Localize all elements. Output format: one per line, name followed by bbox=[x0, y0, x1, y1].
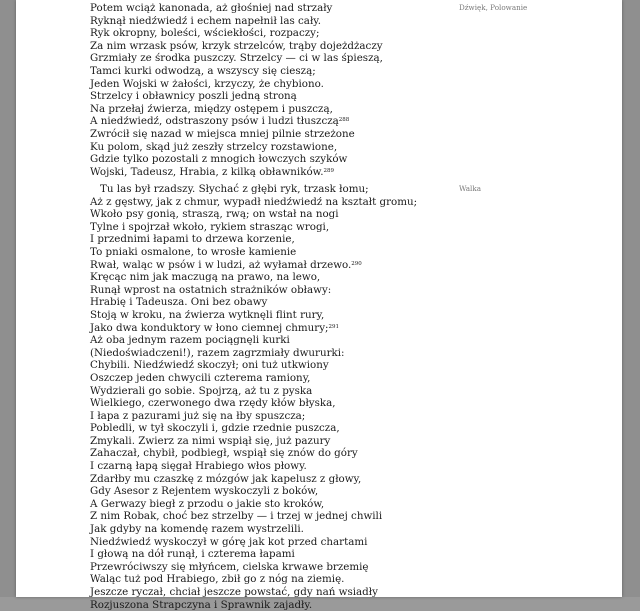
poem-line: Niedźwiedź wyskoczył w górę jak kot przed chartami bbox=[90, 535, 368, 548]
poem-line: Kręcąc nim jak maczugą na prawo, na lewo, bbox=[90, 271, 321, 284]
poem-line: Przewróciwszy się młyńcem, cielska krwawe brzemię bbox=[90, 560, 369, 573]
poem-line: Grzmiały ze środka puszczy. Strzelcy — ci w las śpieszą, bbox=[90, 52, 383, 65]
poem-line: Jeszcze ryczał, chciał jeszcze powstać, gdy nań wsiadły bbox=[90, 586, 378, 598]
poem-line: Na przełaj źwierza, między ostępem i puszczą, bbox=[90, 102, 333, 115]
poem-line: Gdzie tylko pozostali z mnogich łowczych szyków bbox=[90, 153, 348, 166]
poem-line: Aż z gęstwy, jak z chmur, wypadł niedźwiedź na kształt gromu; bbox=[90, 195, 418, 208]
poem-line: Za nim wrzask psów, krzyk strzelców, trąby dojeżdżaczy bbox=[90, 39, 383, 52]
poem-line: Z nim Robak, choć bez strzelby — i trzej w jednej chwili bbox=[90, 510, 383, 523]
poem-line-text: Wojski, Tadeusz, Hrabia, z kilką obławników. bbox=[90, 165, 324, 178]
poem-line: I czarną łapą sięgał Hrabiego włos płowy. bbox=[90, 460, 307, 473]
poem-stanza bbox=[90, 2, 450, 178]
viewer-background-left bbox=[0, 0, 16, 597]
poem-line: Tamci kurki odwodzą, a wszyscy się cieszą; bbox=[90, 64, 316, 77]
poem-line-text: Rwał, waląc w psów i w ludzi, aż wyłamał drzewo. bbox=[90, 258, 352, 271]
footnote-marker[interactable]: 290 bbox=[351, 260, 362, 267]
poem-line-with-footnote bbox=[90, 322, 450, 335]
poem-line: Zwrócił się nazad w miejsca mniej pilnie strzeżone bbox=[90, 127, 355, 140]
poem-line: Zdarłby mu czaszkę z mózgów jak kapelusz z głowy, bbox=[90, 472, 362, 485]
poem-line: Zmykali. Zwierz za nimi wspiął się, już pazury bbox=[90, 434, 331, 447]
poem-line: Potem wciąż kanonada, aż głośniej nad strzały bbox=[90, 2, 333, 14]
poem-line: Zahaczał, chybił, podbiegł, wspiął się znów do góry bbox=[90, 447, 358, 460]
poem-line-with-footnote bbox=[90, 259, 450, 272]
poem-line: I głową na dół runął, i czterema łapami bbox=[90, 548, 295, 561]
poem-line: Stoją w kroku, na źwierza wytknęli flint rury, bbox=[90, 308, 325, 321]
poem-line: (Niedoświadczeni!), razem zagrzmiały dwururki: bbox=[90, 346, 345, 359]
poem-line-with-footnote bbox=[90, 166, 450, 179]
poem-line: Ku polom, skąd już zeszły strzelcy rozstawione, bbox=[90, 140, 338, 153]
poem-line: Ryk okropny, boleści, wściekłości, rozpaczy; bbox=[90, 27, 320, 40]
poem-line: Hrabię i Tadeusza. Oni bez obawy bbox=[90, 296, 268, 309]
poem-line-text: A niedźwiedź, odstraszony psów i ludzi tłuszczą bbox=[90, 115, 339, 128]
footnote-marker[interactable]: 288 bbox=[338, 117, 350, 124]
poem-line: Rozjuszona Strapczyna i Sprawnik zajadły. bbox=[90, 598, 313, 611]
margin-note-theme: Walka bbox=[459, 184, 481, 193]
poem-line: Wydzierali go sobie. Spojrzą, aż tu z pyska bbox=[90, 384, 313, 397]
poem-line: Jak gdyby na komendę razem wystrzelili. bbox=[90, 523, 304, 536]
poem-line: Wielkiego, czerwonego dwa rzędy kłów błyska, bbox=[90, 397, 336, 410]
poem-line: I przednimi łapami to drzewa korzenie, bbox=[90, 233, 295, 246]
poem-line: Waląc tuż pod Hrabiego, zbił go z nóg na ziemię. bbox=[90, 573, 345, 586]
poem-line: Tylne i spojrzał wkoło, rykiem strasząc wrogi, bbox=[90, 220, 330, 233]
poem-line: Oszczep jeden chwycili czterema ramiony, bbox=[90, 371, 311, 384]
poem-line: Wkoło psy gonią, straszą, rwą; on wstał na nogi bbox=[90, 208, 339, 221]
poem-line: Runął wprost na ostatnich strażników obławy: bbox=[90, 283, 332, 296]
poem-line: To pniaki osmalone, to wrosłe kamienie bbox=[90, 245, 297, 258]
poem-line: Gdy Asesor z Rejentem wyskoczyli z boków, bbox=[90, 485, 319, 498]
footnote-marker[interactable]: 289 bbox=[323, 167, 335, 174]
viewer-background-right bbox=[622, 0, 640, 597]
margin-note-theme: Dźwięk, Polowanie bbox=[459, 3, 528, 12]
footnote-marker[interactable]: 291 bbox=[328, 323, 340, 330]
poem-line: A Gerwazy biegł z przodu o jakie sto kroków, bbox=[90, 497, 325, 510]
poem-line: Aż oba jednym razem pociągnęli kurki bbox=[90, 334, 290, 347]
document-page bbox=[16, 0, 622, 611]
poem-line: Jeden Wojski w żałości, krzyczy, że chybiono. bbox=[90, 77, 324, 90]
poem-line-text: Jako dwa konduktory w łono ciemnej chmury; bbox=[90, 321, 329, 334]
poem-line: Tu las był rzadszy. Słychać z głębi ryk, trzask łomu; bbox=[100, 183, 369, 195]
poem-line: Ryknął niedźwiedź i echem napełnił las cały. bbox=[90, 14, 322, 27]
poem-line: Pobledli, w tył skoczyli i, gdzie rzednie puszcza, bbox=[90, 422, 340, 435]
poem-line-with-footnote bbox=[90, 115, 450, 128]
poem-line: I łapa z pazurami już się na łby spuszcza; bbox=[90, 409, 306, 422]
poem-line: Chybili. Niedźwiedź skoczył; oni tuż utkwiony bbox=[90, 359, 329, 372]
poem-line: Strzelcy i obławnicy poszli jedną stroną bbox=[90, 90, 297, 103]
poem-stanza bbox=[90, 183, 450, 611]
